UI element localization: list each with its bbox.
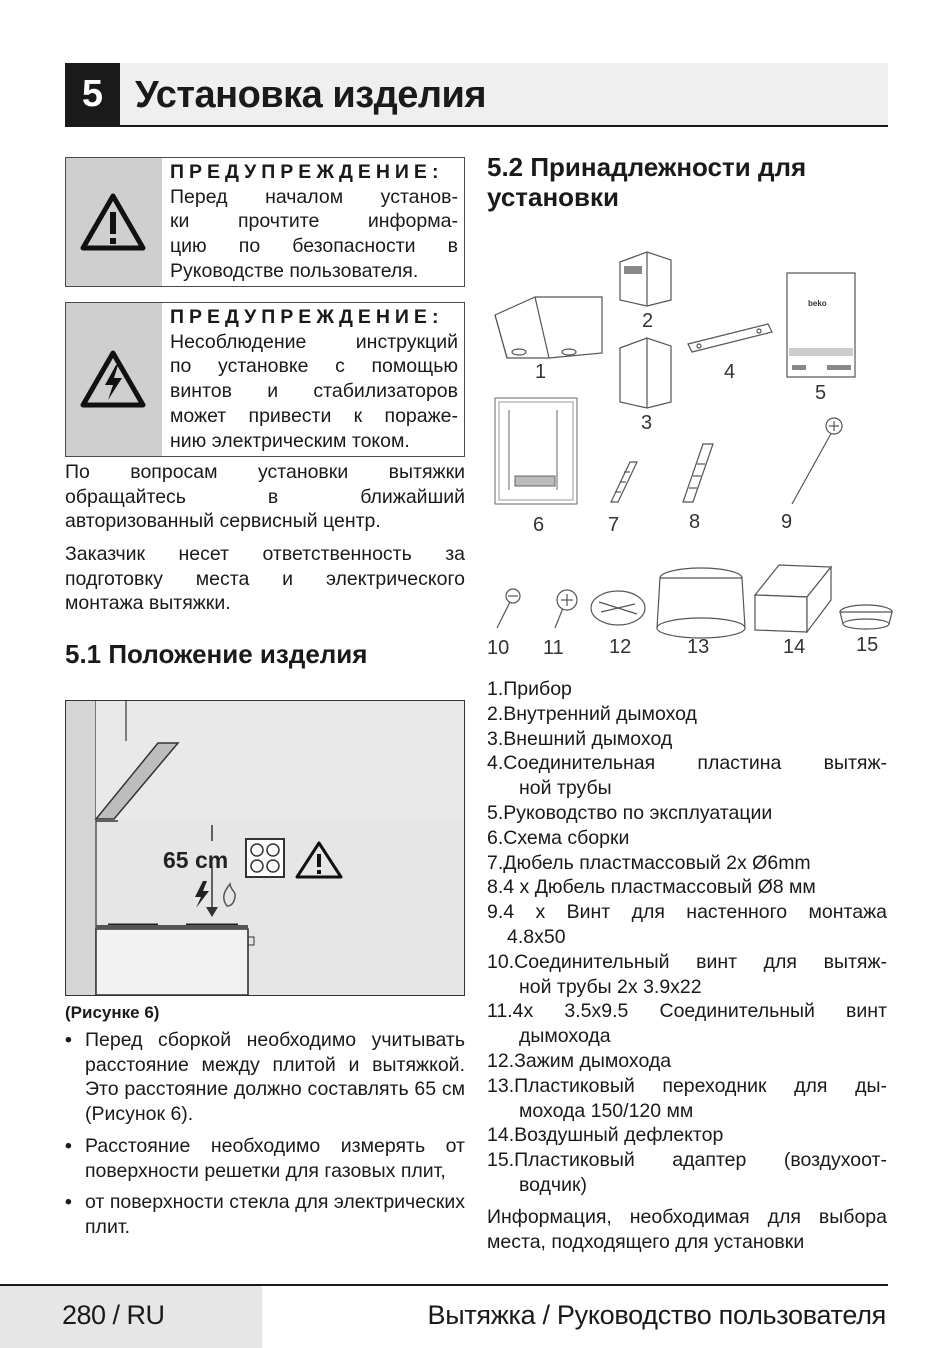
accessory-num: 11. <box>487 1000 513 1023</box>
accessory-7-dowel-6mm <box>611 462 637 502</box>
accessory-text: Руководство по эксплуатации <box>503 801 773 824</box>
accessory-1-hood <box>495 297 602 358</box>
accessory-item <box>487 999 887 1049</box>
accessory-text: 4x 3.5x9.5 Соединительный винт <box>512 1000 887 1023</box>
accessory-5-manual <box>787 273 855 377</box>
figure-6-drawing <box>66 701 464 995</box>
accessory-item <box>487 875 887 900</box>
warning1-line: Руководстве пользователя. <box>170 259 419 282</box>
accessory-item <box>487 851 887 876</box>
distance-bullets <box>65 1028 465 1247</box>
accessory-item <box>487 900 887 950</box>
accessory-item <box>487 1049 887 1074</box>
accessory-cont: мохода 150/120 мм <box>519 1099 694 1122</box>
warning-title-1: ПРЕДУПРЕЖДЕНИЕ: <box>170 161 444 183</box>
accessory-num: 9. <box>487 901 504 924</box>
accessory-item <box>487 751 887 801</box>
accessory-10-screw <box>497 589 520 628</box>
warning2-line: по установке с помощью <box>170 355 458 378</box>
accessory-number: 13 <box>687 636 710 658</box>
accessory-text: Схема сборки <box>503 826 630 849</box>
warning-triangle-icon <box>80 192 146 252</box>
accessory-number: 15 <box>856 634 879 656</box>
accessory-number: 8 <box>689 511 701 533</box>
accessory-num: 15. <box>487 1149 515 1172</box>
warning-title-2: ПРЕДУПРЕЖДЕНИЕ: <box>170 306 444 328</box>
section-52-title-line1: 5.2 Принадлежности для <box>487 152 807 182</box>
warning2-line: винтов и стабилизаторов <box>170 380 458 403</box>
accessories-drawing <box>487 240 897 670</box>
accessory-item <box>487 950 887 1000</box>
accessory-number: 6 <box>533 514 545 536</box>
section-52-title <box>487 152 806 212</box>
accessory-3-outer-chimney <box>620 338 671 408</box>
accessory-cont: ной трубы <box>519 777 612 800</box>
accessory-text: Внешний дымоход <box>503 727 673 750</box>
accessory-text: Соединительный винт для вытяж- <box>514 950 887 973</box>
accessory-number: 4 <box>724 361 736 383</box>
warning1-line: цию по безопасности в <box>170 235 458 258</box>
figure-6-hood-position <box>65 700 465 996</box>
accessory-15-plastic-adapter <box>840 605 892 629</box>
accessory-2-inner-chimney <box>620 252 671 306</box>
warning2-line: нию электрическим током. <box>170 429 410 452</box>
customer-paragraph: Заказчик несет ответственность за подготовку места и электрического монтажа вытяжки. <box>65 543 465 615</box>
accessory-text: Внутренний дымоход <box>503 702 697 725</box>
distance-label: 65 cm <box>163 847 229 873</box>
accessory-num: 2. <box>487 702 504 725</box>
accessory-number: 12 <box>609 636 632 658</box>
accessory-text: Пластиковый адаптер (воздухоот- <box>514 1149 887 1172</box>
warning-text-1 <box>170 160 458 284</box>
accessory-text: 4 x Дюбель пластмассовый Ø8 мм <box>503 876 816 899</box>
accessories-list <box>487 677 887 1198</box>
warning1-line: ки прочтите информа- <box>170 210 458 233</box>
accessory-num: 12. <box>487 1049 515 1072</box>
accessory-num: 3. <box>487 727 504 750</box>
warning-box-2 <box>65 302 465 457</box>
accessory-number: 10 <box>487 637 510 659</box>
accessory-item <box>487 1148 887 1198</box>
accessory-number: 9 <box>781 511 793 533</box>
accessory-cont: водчик) <box>519 1173 588 1196</box>
accessory-text: Прибор <box>503 678 572 700</box>
accessory-12-clamp <box>591 591 645 625</box>
accessory-num: 7. <box>487 851 504 874</box>
accessory-number: 2 <box>642 310 654 332</box>
manual-brand-text: beko <box>808 299 827 308</box>
accessory-item <box>487 727 887 752</box>
accessory-num: 13. <box>487 1074 515 1097</box>
accessory-item <box>487 702 887 727</box>
footer-document-title: Вытяжка / Руководство пользователя <box>427 1300 886 1330</box>
warning-text-2 <box>170 305 458 453</box>
accessory-cont: 4.8x50 <box>507 925 566 948</box>
accessory-num: 1. <box>487 678 504 700</box>
page-number: 280 / RU <box>62 1300 165 1330</box>
section-52-title-line2: установки <box>487 182 620 212</box>
accessory-11-screw <box>555 590 577 628</box>
accessory-6-assembly-diagram <box>495 398 577 504</box>
accessory-item <box>487 826 887 851</box>
accessory-text: Воздушный дефлектор <box>514 1124 724 1147</box>
accessory-text: Зажим дымохода <box>514 1049 672 1072</box>
warning2-line: может привести к пораже- <box>170 404 458 427</box>
section-title: Установка изделия <box>135 74 487 116</box>
accessories-note: Информация, необходимая для выбора места, подходящего для установки <box>487 1206 887 1253</box>
accessory-text: Пластиковый переходник для ды- <box>514 1074 887 1097</box>
bullet-item: • Расстояние необходимо измерять от поверхности решетки для газовых плит, <box>65 1134 465 1183</box>
bullet-item: • от поверхности стекла для электрических плит. <box>65 1190 465 1239</box>
warning-icon-panel <box>66 158 162 286</box>
accessory-cont: дымохода <box>519 1025 611 1048</box>
warning2-line: Несоблюдение инструкций <box>170 330 458 353</box>
accessory-number: 3 <box>641 412 653 434</box>
accessory-item <box>487 1074 887 1124</box>
section-51-title: 5.1 Положение изделия <box>65 639 368 669</box>
accessory-14-deflector <box>755 565 831 632</box>
accessory-text: Соединительная пластина вытяж- <box>503 752 887 775</box>
service-paragraph: По вопросам установки вытяжки обращайтесь в ближайший авторизованный сервисный центр. <box>65 461 465 533</box>
electric-hazard-icon <box>80 349 146 409</box>
accessories-figure <box>487 240 897 670</box>
accessory-4-connecting-plate <box>688 324 772 352</box>
bullet-item: • Перед сборкой необходимо учитывать расстояние между плитой и вытяжкой. Это расстояние должно составлять 65 см (Рисунок 6). <box>65 1028 465 1127</box>
figure-6-caption: (Рисунке 6) <box>65 1003 160 1022</box>
accessory-num: 8. <box>487 876 504 899</box>
section-number: 5 <box>65 63 120 125</box>
accessory-9-wall-screw <box>792 418 842 504</box>
accessory-num: 14. <box>487 1124 515 1147</box>
accessory-number: 14 <box>783 636 806 658</box>
accessory-num: 6. <box>487 826 504 849</box>
warning-box-1 <box>65 157 465 287</box>
electric-warning-icon-panel <box>66 303 162 456</box>
warning1-line: Перед началом установ- <box>170 185 458 208</box>
accessory-item <box>487 801 887 826</box>
accessory-num: 10. <box>487 950 515 973</box>
section-header <box>65 63 888 127</box>
accessory-item <box>487 1123 887 1148</box>
accessory-number: 1 <box>535 361 547 383</box>
accessory-number: 5 <box>815 382 827 404</box>
accessory-cont: ной трубы 2x 3.9x22 <box>519 975 702 998</box>
accessory-item <box>487 677 887 702</box>
accessory-number: 11 <box>543 637 564 659</box>
accessory-number: 7 <box>608 514 620 536</box>
accessory-13-adapter <box>657 568 745 638</box>
accessory-num: 4. <box>487 752 504 775</box>
accessory-num: 5. <box>487 801 504 824</box>
accessory-8-dowel-8mm <box>683 444 713 502</box>
accessory-text: Дюбель пластмассовый 2x Ø6mm <box>503 851 811 874</box>
accessory-text: 4 x Винт для настенного монтажа <box>503 901 887 924</box>
